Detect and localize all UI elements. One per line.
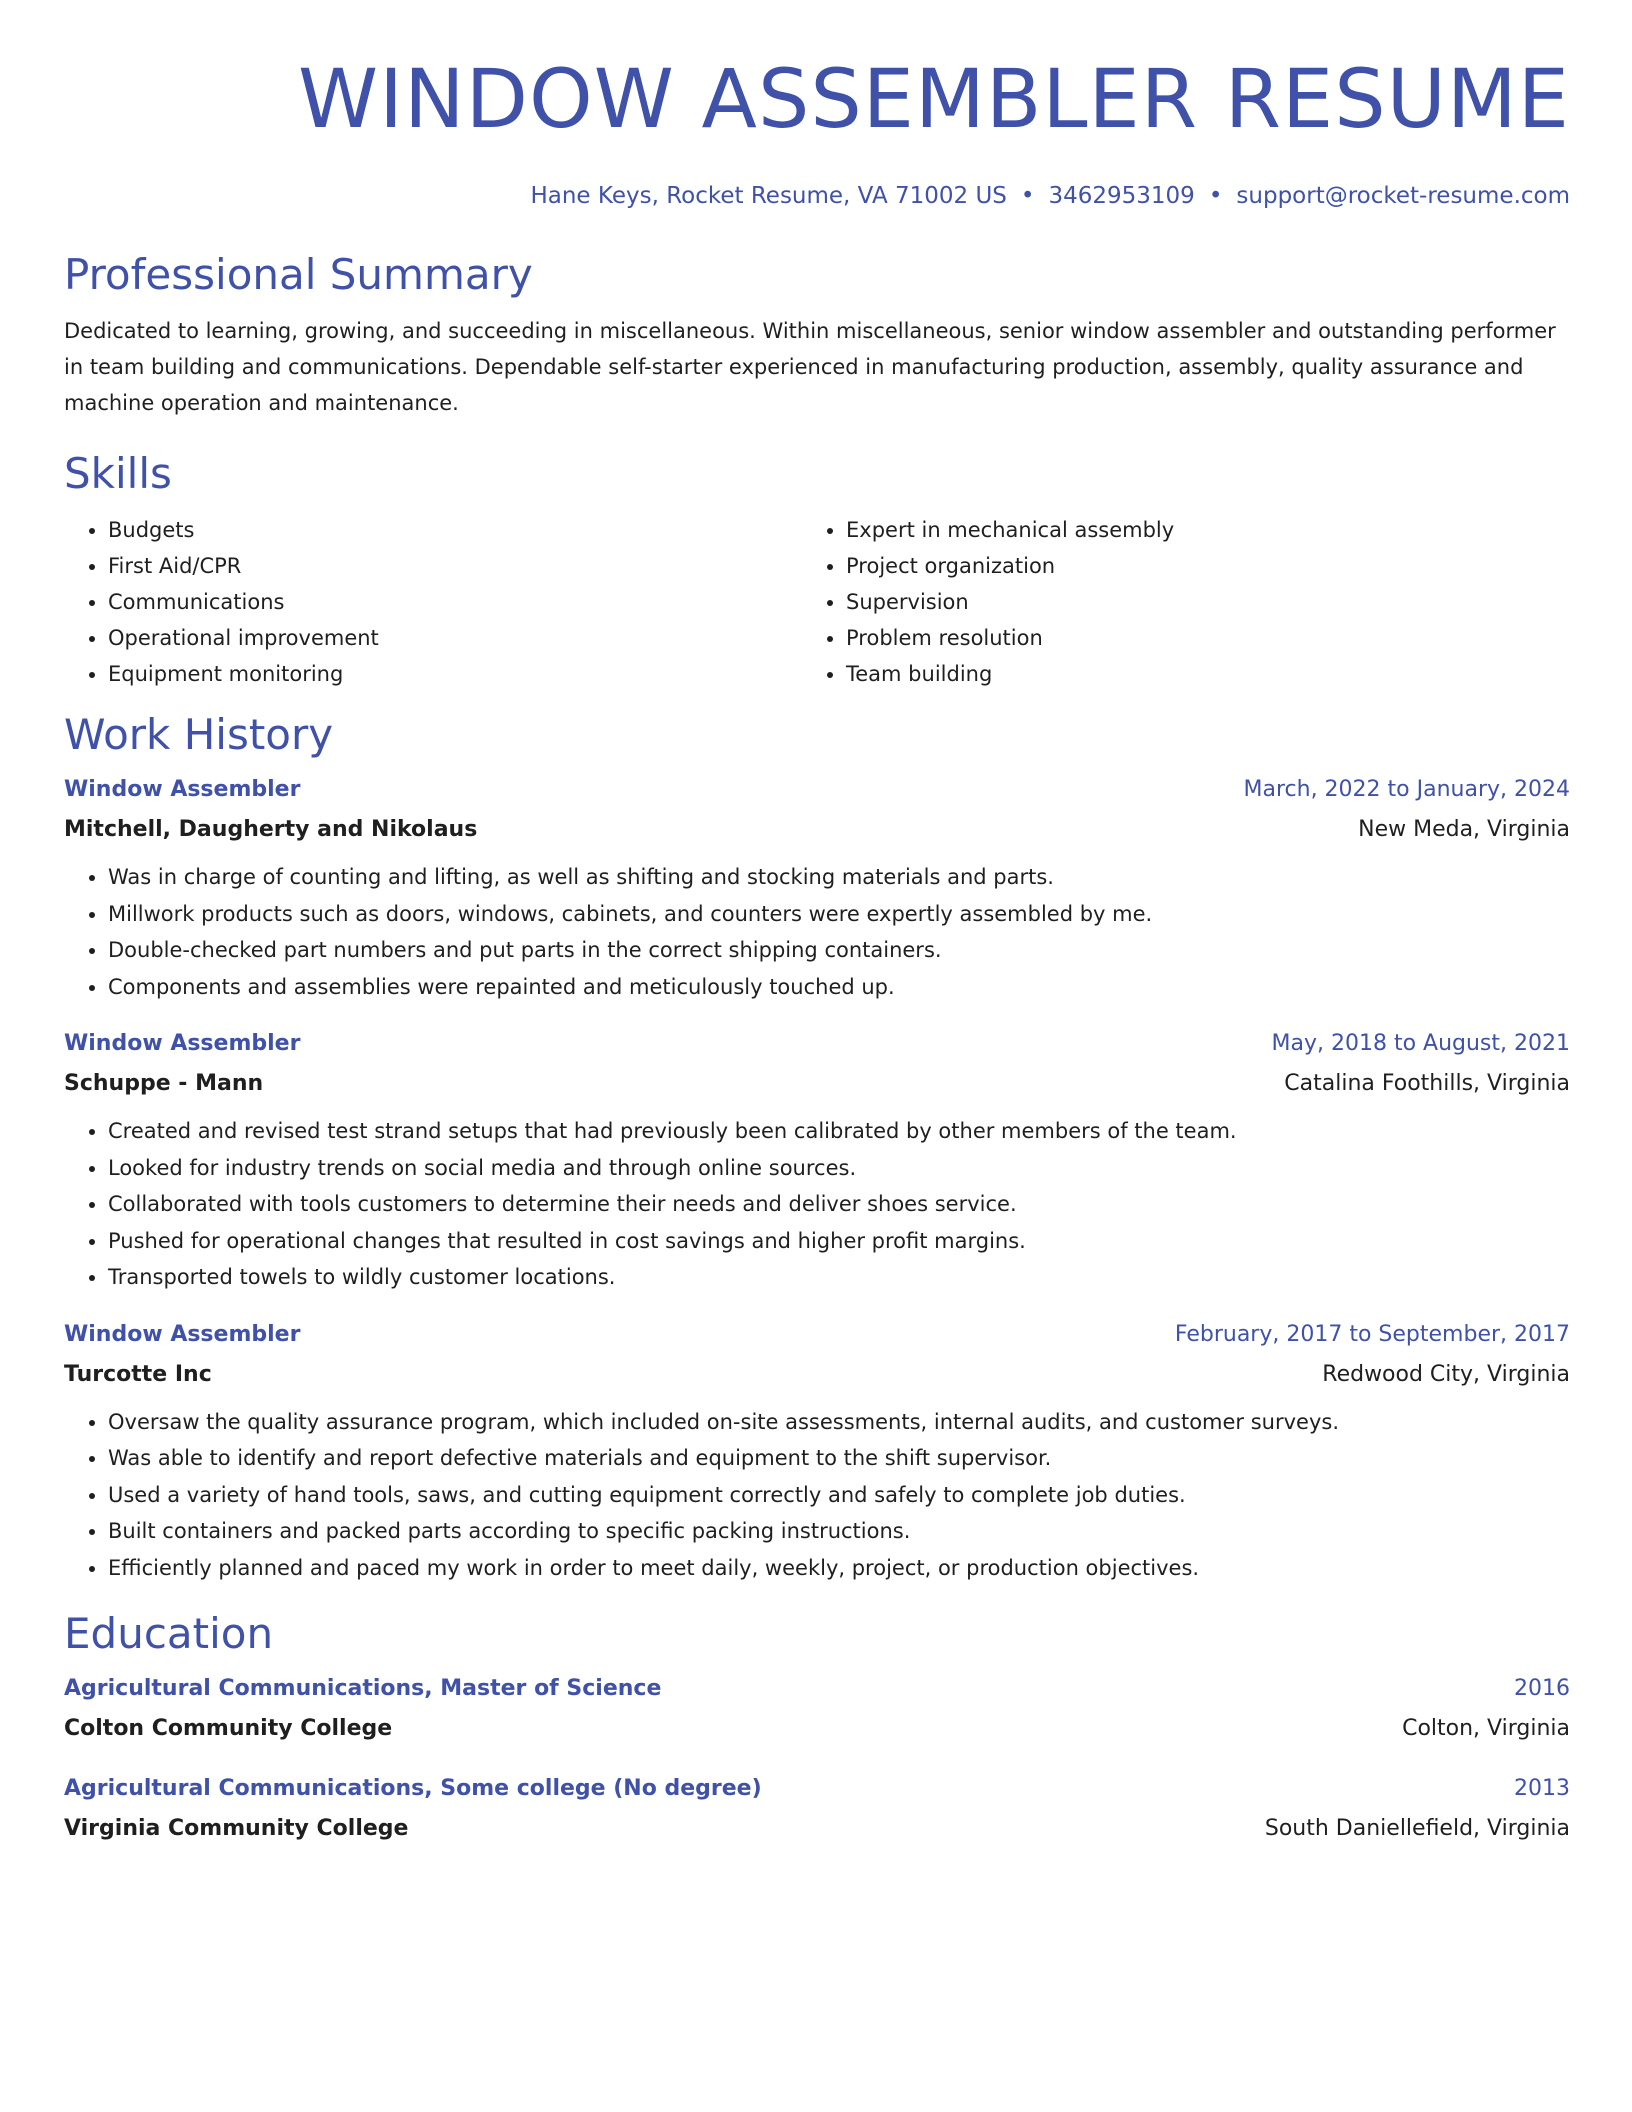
job-subheader — [64, 1069, 1570, 1099]
contact-email[interactable]: support@rocket-resume.com — [1236, 183, 1570, 209]
job-bullet: • Built containers and packed parts according to specific packing instructions. — [108, 1513, 1570, 1550]
education-heading: Education — [64, 1609, 274, 1658]
job-employer: Turcotte Inc — [64, 1361, 212, 1387]
job-bullet: • Transported towels to wildly customer locations. — [108, 1259, 1570, 1296]
skill-item: • Expert in mechanical assembly — [846, 512, 1540, 548]
job-bullets — [64, 859, 1570, 1005]
job-bullet: • Was in charge of counting and lifting, as well as shifting and stocking materials and parts. — [108, 859, 1570, 896]
job-bullet: • Created and revised test strand setups that had previously been calibrated by other members of the team. — [108, 1113, 1570, 1150]
job-bullets — [64, 1113, 1570, 1296]
job-bullet: • Collaborated with tools customers to determine their needs and deliver shoes service. — [108, 1186, 1570, 1223]
education-school: Virginia Community College — [64, 1816, 409, 1841]
job-location: Redwood City, Virginia — [1322, 1361, 1570, 1387]
work-history-heading: Work History — [64, 710, 334, 759]
job-entry — [64, 775, 1570, 1005]
job-dates: March, 2022 to January, 2024 — [1243, 777, 1570, 802]
education-degree: Agricultural Communications, Some college (No degree) — [64, 1776, 762, 1801]
education-location: Colton, Virginia — [1402, 1716, 1570, 1741]
job-entry — [64, 1320, 1570, 1587]
education-year: 2013 — [1514, 1776, 1570, 1801]
education-entry — [64, 1674, 1570, 1744]
education-subheader — [64, 1814, 1570, 1844]
contact-address: Hane Keys, Rocket Resume, VA 71002 US — [530, 183, 1007, 209]
job-header — [64, 775, 1570, 805]
contact-phone: 3462953109 — [1048, 183, 1195, 209]
contact-separator: • — [1208, 183, 1223, 209]
education-degree: Agricultural Communications, Master of Science — [64, 1676, 662, 1701]
job-bullet: • Oversaw the quality assurance program, which included on-site assessments, internal audits, and customer surveys. — [108, 1404, 1570, 1441]
education-header — [64, 1774, 1570, 1804]
job-bullets — [64, 1404, 1570, 1587]
resume-title: WINDOW ASSEMBLER RESUME — [298, 53, 1570, 147]
job-title: Window Assembler — [64, 1031, 301, 1056]
job-bullet: • Was able to identify and report defective materials and equipment to the shift supervisor. — [108, 1440, 1570, 1477]
job-title: Window Assembler — [64, 777, 301, 802]
job-location: Catalina Foothills, Virginia — [1284, 1071, 1570, 1096]
job-dates: February, 2017 to September, 2017 — [1174, 1321, 1570, 1347]
contact-separator: • — [1020, 183, 1035, 209]
skill-item: • First Aid/CPR — [108, 548, 802, 584]
skills-heading: Skills — [64, 449, 172, 498]
skill-item: • Supervision — [846, 584, 1540, 620]
job-subheader — [64, 1360, 1570, 1390]
summary-heading: Professional Summary — [64, 250, 533, 299]
job-bullet: • Efficiently planned and paced my work in order to meet daily, weekly, project, or production objectives. — [108, 1550, 1570, 1587]
job-bullet: • Double-checked part numbers and put parts in the correct shipping containers. — [108, 932, 1570, 969]
education-entry — [64, 1774, 1570, 1844]
skills-column-left — [64, 512, 802, 692]
job-header — [64, 1320, 1570, 1350]
job-location: New Meda, Virginia — [1358, 817, 1570, 842]
skill-item: • Problem resolution — [846, 620, 1540, 656]
contact-line — [64, 180, 1570, 212]
skill-item: • Operational improvement — [108, 620, 802, 656]
job-bullet: • Used a variety of hand tools, saws, and cutting equipment correctly and safely to complete job duties. — [108, 1477, 1570, 1514]
skill-item: • Equipment monitoring — [108, 656, 802, 692]
education-subheader — [64, 1714, 1570, 1744]
skill-item: • Budgets — [108, 512, 802, 548]
job-bullet: • Components and assemblies were repainted and meticulously touched up. — [108, 969, 1570, 1006]
education-year: 2016 — [1514, 1676, 1570, 1701]
job-header — [64, 1029, 1570, 1059]
job-entry — [64, 1029, 1570, 1296]
education-header — [64, 1674, 1570, 1704]
job-dates: May, 2018 to August, 2021 — [1271, 1031, 1570, 1056]
job-title: Window Assembler — [64, 1321, 301, 1347]
education-school: Colton Community College — [64, 1716, 393, 1741]
job-bullet: • Pushed for operational changes that resulted in cost savings and higher profit margins. — [108, 1223, 1570, 1260]
job-bullet: • Millwork products such as doors, windows, cabinets, and counters were expertly assembled by me. — [108, 896, 1570, 933]
job-subheader — [64, 815, 1570, 845]
skill-item: • Team building — [846, 656, 1540, 692]
skill-item: • Communications — [108, 584, 802, 620]
job-bullet: • Looked for industry trends on social media and through online sources. — [108, 1150, 1570, 1187]
skills-column-right — [802, 512, 1540, 692]
skill-item: • Project organization — [846, 548, 1540, 584]
job-employer: Mitchell, Daugherty and Nikolaus — [64, 817, 478, 842]
job-employer: Schuppe - Mann — [64, 1071, 264, 1096]
summary-text: Dedicated to learning, growing, and succeeding in miscellaneous. Within miscellaneous, senior window assembler and outstanding performer in team building and communications. Dependable self-starter experienced in manufacturing production, assembly, quality assurance and machine operation and maintenance. — [64, 319, 1556, 415]
skills-list — [64, 512, 1570, 692]
education-location: South Daniellefield, Virginia — [1264, 1816, 1570, 1841]
